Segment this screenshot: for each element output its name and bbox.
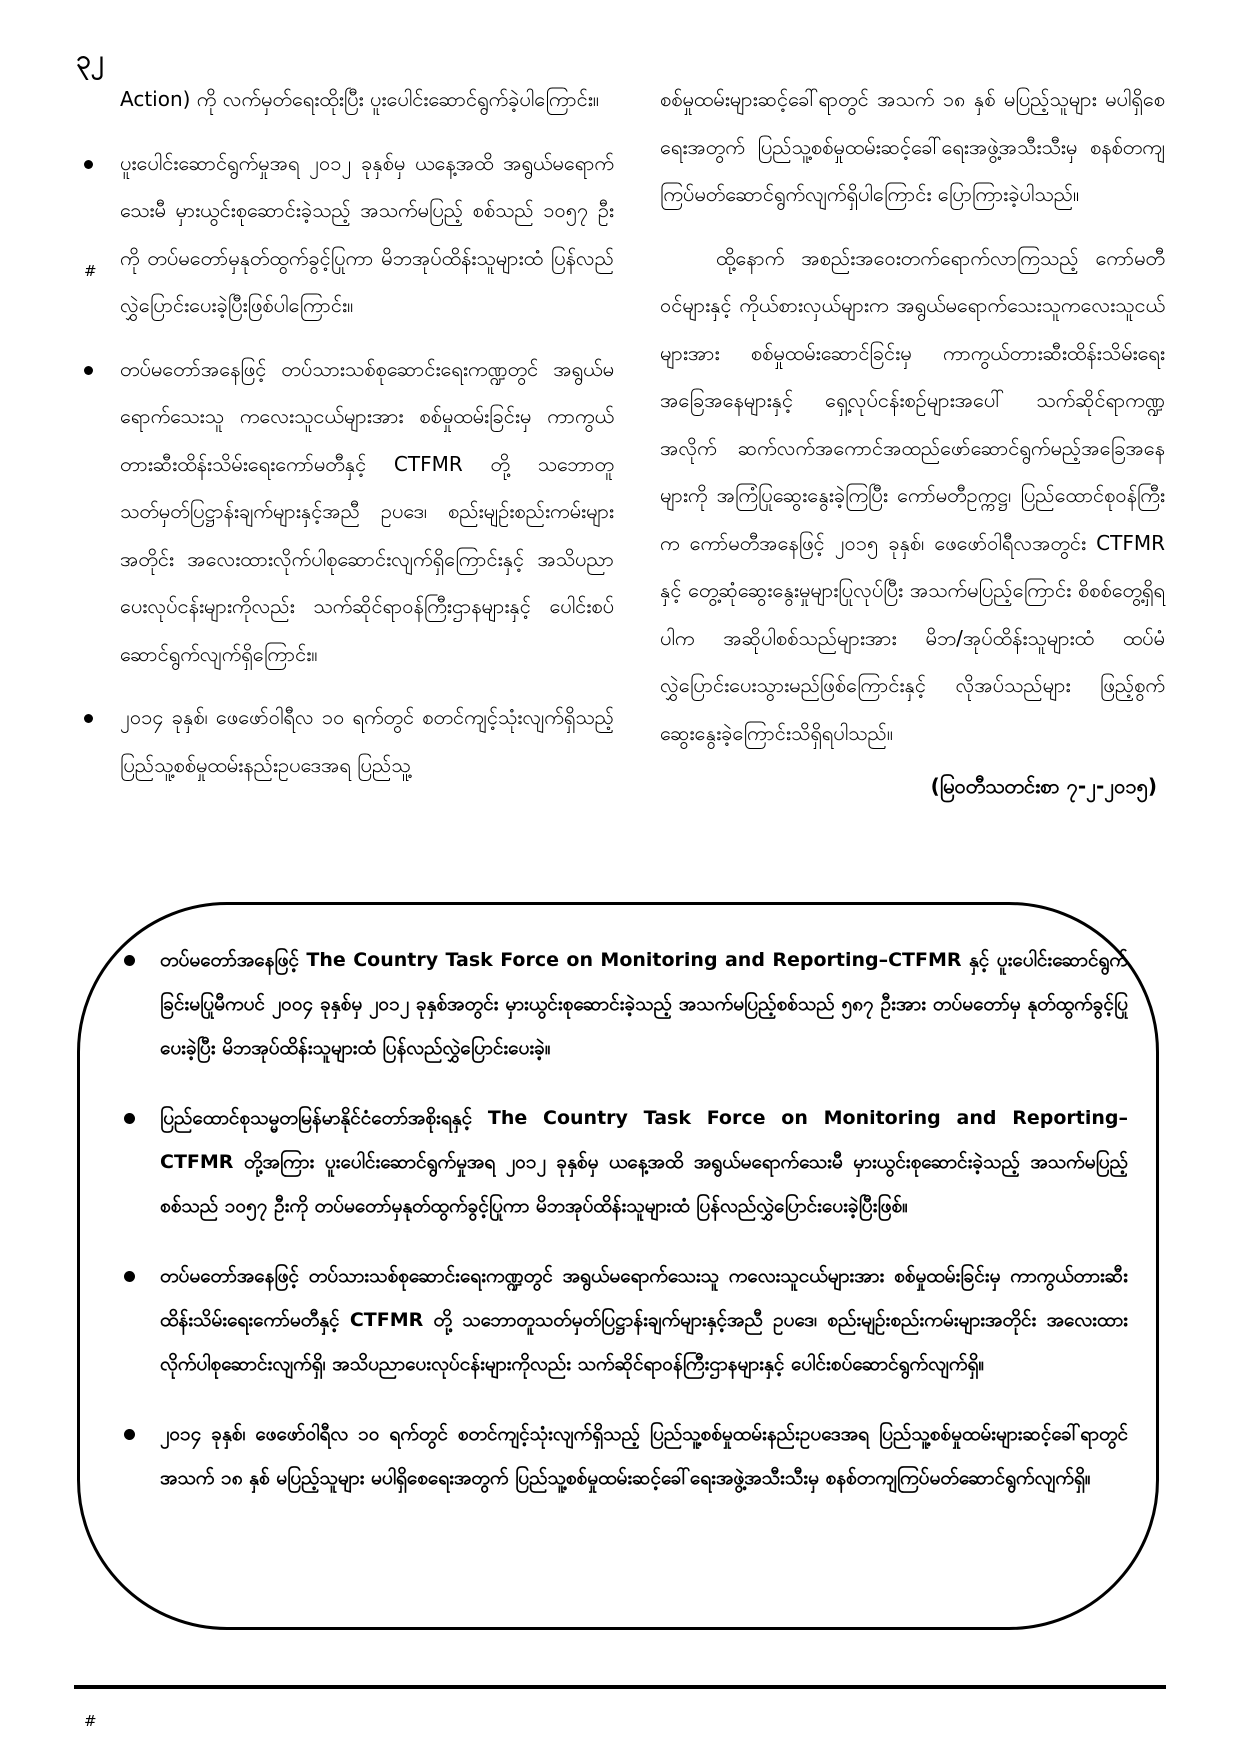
list-item bbox=[84, 346, 614, 679]
footer-divider bbox=[74, 1685, 1166, 1689]
hash-mark-top: # bbox=[84, 262, 97, 280]
bullet-icon bbox=[124, 1271, 135, 1282]
hash-mark-bottom: # bbox=[84, 1712, 97, 1730]
bullet-icon bbox=[84, 366, 93, 375]
bullet-continuation: စစ်မှုထမ်းများဆင့်ခေါ်ရာတွင် အသက် ၁၈ နှစ် မပြည့်သူများ မပါရှိစေရေးအတွက် ပြည်သူ့စစ်မှုထမ်းဆင့်ခေါ်ရေးအဖွဲ့အသီးသီးမှ စနစ်တကျကြပ်မတ်ဆောင်ရွက်လျက်ရှိပါကြောင်း ပြောကြားခဲ့ပါသည်။ bbox=[660, 87, 1165, 206]
bullet-icon bbox=[84, 160, 93, 169]
left-column bbox=[84, 76, 614, 805]
right-column bbox=[660, 76, 1165, 811]
summary-item bbox=[160, 938, 1128, 1070]
source-citation: (မြဝတီသတင်းစာ ၇-၂-၂၀၁၅) bbox=[930, 774, 1157, 798]
list-item-text: ပူးပေါင်းဆောင်ရွက်မှုအရ ၂၀၁၂ ခုနှစ်မှ ယနေ့အထိ အရွယ်မရောက်သေးမီ မှားယွင်းစုဆောင်းခဲ့သည့် အသက်မပြည့် စစ်သည် ၁၀၅၇ ဦးကို တပ်မတော်မှနုတ်ထွက်ခွင့်ပြုကာ မိဘအုပ်ထိန်းသူများထံ ပြန်လည်လွှဲပြောင်းပေးခဲ့ပြီးဖြစ်ပါကြောင်း။ bbox=[120, 150, 614, 317]
page-number: ၃၂ bbox=[76, 45, 104, 75]
summary-list bbox=[160, 938, 1128, 1526]
list-item-text: ၂၀၁၄ ခုနှစ်၊ ဖေဖော်ဝါရီလ ၁၀ ရက်တွင် စတင်ကျင့်သုံးလျက်ရှိသည့် ပြည်သူ့စစ်မှုထမ်းနည်းဥပဒေအရ ပြည်သူ့ bbox=[120, 705, 614, 777]
summary-item bbox=[160, 1096, 1128, 1228]
bullet-icon bbox=[84, 714, 93, 723]
list-item bbox=[84, 140, 614, 330]
summary-item bbox=[160, 1412, 1128, 1500]
summary-item-text: တပ်မတော်အနေဖြင့် တပ်သားသစ်စုဆောင်းရေးကဏ္ဍတွင် အရွယ်မရောက်သေးသူ ကလေးသူငယ်များအား စစ်မှုထမ်းခြင်းမှ ကာကွယ်တားဆီးထိန်းသိမ်းရေးကော်မတီနှင့် CTFMR တို့ သဘောတူသတ်မှတ်ပြဋ္ဌာန်းချက်များနှင့်အညီ ဥပဒေ၊ စည်းမျဉ်းစည်းကမ်းများအတိုင်း အလေးထားလိုက်ပါစုဆောင်းလျက်ရှိ၊ အသိပညာပေးလုပ်ငန်းများကိုလည်း သက်ဆိုင်ရာဝန်ကြီးဌာနများနှင့် ပေါင်းစပ်ဆောင်ရွက်လျက်ရှိ။ bbox=[160, 1265, 1128, 1375]
summary-item-text: ၂၀၁၄ ခုနှစ်၊ ဖေဖော်ဝါရီလ ၁၀ ရက်တွင် စတင်ကျင့်သုံးလျက်ရှိသည့် ပြည်သူ့စစ်မှုထမ်းနည်းဥပဒေအရ ပြည်သူ့စစ်မှုထမ်းများဆင့်ခေါ်ရာတွင် အသက် ၁၈ နှစ် မပြည့်သူများ မပါရှိစေရေးအတွက် ပြည်သူ့စစ်မှုထမ်းဆင့်ခေါ်ရေးအဖွဲ့အသီးသီးမှ စနစ်တကျကြပ်မတ်ဆောင်ရွက်လျက်ရှိ။ bbox=[160, 1423, 1128, 1489]
closing-paragraph: ထို့နောက် အစည်းအဝေးတက်ရောက်လာကြသည့် ကော်မတီဝင်များနှင့် ကိုယ်စားလှယ်များက အရွယ်မရောက်သေးသူကလေးသူငယ်များအား စစ်မှုထမ်းဆောင်ခြင်းမှ ကာကွယ်တားဆီးထိန်းသိမ်းရေးအခြေအနေများနှင့် ရှေ့လုပ်ငန်းစဉ်များအပေါ် သက်ဆိုင်ရာကဏ္ဍအလိုက် ဆက်လက်အကောင်အထည်ဖော်ဆောင်ရွက်မည့်အခြေအနေများကို အကြံပြုဆွေးနွေးခဲ့ကြပြီး ကော်မတီဥက္ကဋ္ဌ၊ ပြည်ထောင်စုဝန်ကြီးက ကော်မတီအနေဖြင့် ၂၀၁၅ ခုနှစ်၊ ဖေဖော်ဝါရီလအတွင်း CTFMR နှင့် တွေ့ဆုံဆွေးနွေးမှုများပြုလုပ်ပြီး အသက်မပြည့်ကြောင်း စိစစ်တွေ့ရှိရပါက အဆိုပါစစ်သည်များအား မိဘ/အုပ်ထိန်းသူများထံ ထပ်မံလွှဲပြောင်းပေးသွားမည်ဖြစ်ကြောင်းနှင့် လိုအပ်သည်များ ဖြည့်စွက်ဆွေးနွေးခဲ့ကြောင်းသိရှိရပါသည်။ bbox=[660, 245, 1165, 745]
bullet-icon bbox=[124, 1113, 135, 1124]
summary-item-text: ပြည်ထောင်စုသမ္မတမြန်မာနိုင်ငံတော်အစိုးရနှင့် The Country Task Force on Monitoring and Reporting–CTFMR တို့အကြား ပူးပေါင်းဆောင်ရွက်မှုအရ ၂၀၁၂ ခုနှစ်မှ ယနေ့အထိ အရွယ်မရောက်သေးမီ မှားယွင်းစုဆောင်းခဲ့သည့် အသက်မပြည့် စစ်သည် ၁၀၅၇ ဦးကို တပ်မတော်မှနုတ်ထွက်ခွင့်ပြုကာ မိဘအုပ်ထိန်းသူများထံ ပြန်လည်လွှဲပြောင်းပေးခဲ့ပြီးဖြစ်။ bbox=[160, 1107, 1128, 1217]
summary-item-text: တပ်မတော်အနေဖြင့် The Country Task Force on Monitoring and Reporting–CTFMR နှင့် ပူးပေါင်းဆောင်ရွက်ခြင်းမပြုမီကပင် ၂၀၀၄ ခုနှစ်မှ ၂၀၁၂ ခုနှစ်အတွင်း မှားယွင်းစုဆောင်းခဲ့သည့် အသက်မပြည့်စစ်သည် ၅၈၇ ဦးအား တပ်မတော်မှ နုတ်ထွက်ခွင့်ပြုပေးခဲ့ပြီး မိဘအုပ်ထိန်းသူများထံ ပြန်လည်လွှဲပြောင်းပေးခဲ့။ bbox=[160, 949, 1128, 1059]
list-item-text: တပ်မတော်အနေဖြင့် တပ်သားသစ်စုဆောင်းရေးကဏ္ဍတွင် အရွယ်မရောက်သေးသူ ကလေးသူငယ်များအား စစ်မှုထမ်းခြင်းမှ ကာကွယ်တားဆီးထိန်းသိမ်းရေးကော်မတီနှင့် CTFMR တို့ သဘောတူသတ်မှတ်ပြဋ္ဌာန်းချက်များနှင့်အညီ ဥပဒေ၊ စည်းမျဉ်းစည်းကမ်းများအတိုင်း အလေးထားလိုက်ပါစုဆောင်းလျက်ရှိကြောင်းနှင့် အသိပညာပေးလုပ်ငန်းများကိုလည်း သက်ဆိုင်ရာဝန်ကြီးဌာနများနှင့် ပေါင်းစပ်ဆောင်ရွက်လျက်ရှိကြောင်း။ bbox=[120, 356, 614, 666]
bullet-icon bbox=[124, 1429, 135, 1440]
list-item bbox=[84, 694, 614, 789]
bullet-icon bbox=[124, 955, 135, 966]
intro-continuation: Action) ကို လက်မှတ်ရေးထိုးပြီး ပူးပေါင်းဆောင်ရွက်ခဲ့ပါကြောင်း။ bbox=[120, 87, 599, 111]
summary-item bbox=[160, 1254, 1128, 1386]
